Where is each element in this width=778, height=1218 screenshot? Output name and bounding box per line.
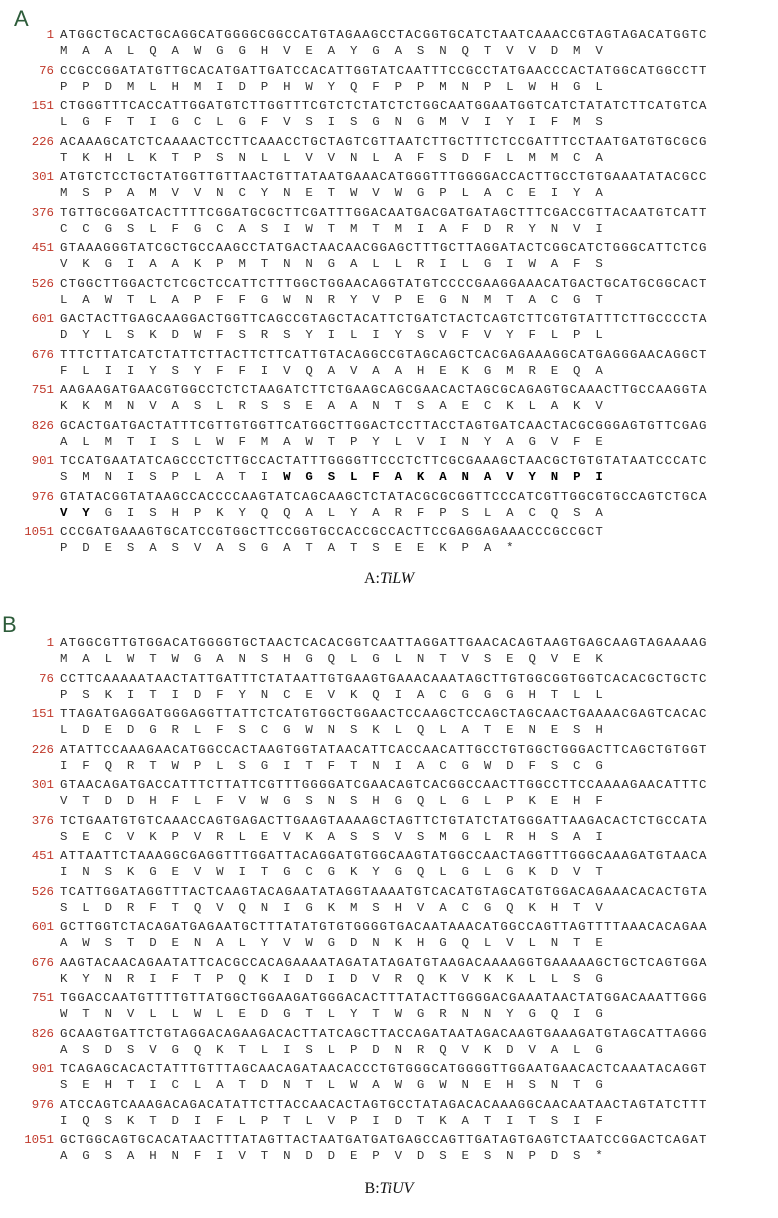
amino-acid-row: M S P A M V V N C Y N E T W V W G P L A C E I Y A <box>60 186 603 200</box>
nucleotide-row: AAGTACAACAGAATATTCACGCCACAGAAAATAGATATAGATGTAAGACAAAAGGTGAAAAAGCTGCTCAGTGGA <box>60 955 708 970</box>
sequence-position: 151 <box>31 99 54 113</box>
amino-acid-row: L G F T I G C L G F V S I S G N G M V I Y I F M S <box>60 115 603 129</box>
nucleotide-row: ATCCAGTCAAAGACAGACATATTCTTACCAACACTAGTGCCTATAGACACAAAGGCAACAATAACTAGTATCTTT <box>60 1097 708 1112</box>
nucleotide-row: TCAGAGCACACTATTTGTTTAGCAACAGATAACACCCTGTGGGCATGGGGTTGGAATGAACACTCAAATACAGGT <box>60 1062 708 1076</box>
sequence-position: 1 <box>46 636 54 650</box>
sequence-position: 451 <box>31 849 54 863</box>
nucleotide-row: CCTTCAAAAATAACTATTGATTTCTATAATTGTGAAGTGAAACAAATAGCTTGTGGCGGTGGTCACACGCTGCTC <box>60 671 708 686</box>
nucleotide-row: ATATTCCAAAGAACATGGCCACTAAGTGGTATAACATTCACCAACATTGCCTGTGGCTGGGACTTCAGCTGTGGT <box>60 742 708 757</box>
sequence-position: 76 <box>39 671 54 686</box>
panel-a-label: A <box>14 6 29 31</box>
panel-a-caption-prefix: A: <box>363 570 380 587</box>
nucleotide-row: CCCGATGAAAGTGCATCCGTGGCTTCCGGTGCCACCGCCACTTCCGAGGAGAAACCCGCCGCT <box>60 525 605 539</box>
sequence-position: 76 <box>39 63 54 78</box>
amino-acid-row: A S D S V G Q K T L I S L P D N R Q V K D V A L G <box>60 1042 603 1057</box>
nucleotide-row: TGGACCAATGTTTTGTTATGGCTGGAAGATGGGACACTTTATACTTGGGGACGAAATAACTATGGACAAATTGGG <box>60 991 708 1005</box>
amino-acid-row: S M N I S P L A T I W G S L F A K A N A V Y N P I <box>60 470 603 484</box>
amino-acid-row: V Y G I S H P K Y Q Q A L Y A R F P S L A C Q S A <box>60 505 603 520</box>
sequence-position: 601 <box>31 920 54 934</box>
sequence-position: 376 <box>31 205 54 220</box>
amino-acid-row: C C G S L F G C A S I W T M T M I A F D R Y N V I <box>60 221 603 236</box>
nucleotide-row: CCGCCGGATATGTTGCACATGATTGATCCACATTGGTATCAATTTCCGCCTATGAACCCACTATGGCATGGCCTT <box>60 63 708 78</box>
panel-b-sequence <box>0 636 778 1176</box>
amino-acid-row: P D E S A S V A S G A T A T S E E K P A * <box>60 541 514 555</box>
amino-acid-row: I N S K G E V W I T G C G K Y G Q L G L G K D V T <box>60 865 603 879</box>
amino-acid-row: S E C V K P V R L E V K A S S V S M G L R H S A I <box>60 829 603 844</box>
sequence-position: 226 <box>31 134 54 149</box>
sequence-position: 676 <box>31 347 54 362</box>
amino-acid-row: S L D R F T Q V Q N I G K M S H V A C G Q K H T V <box>60 900 603 915</box>
sequence-position: 526 <box>31 884 54 899</box>
nucleotide-row: GACTACTTGAGCAAGGACTGGTTCAGCCGTAGCTACATTCTGATCTACTCAGTCTTCGTGTATTTCTTGCCCCTA <box>60 312 708 326</box>
nucleotide-row: TCTGAATGTGTCAAACCAGTGAGACTTGAAGTAAAAGCTAGTTCTGTATCTATGGGATTAAGACACTCTGCCATA <box>60 813 708 828</box>
amino-acid-row: D Y L S K D W F S R S Y I L I Y S V F V Y F L P L <box>60 328 603 342</box>
nucleotide-row: TTTCTTATCATCTATTCTTACTTCTTCATTGTACAGGCCGTAGCAGCTCACGAGAAAGGCATGAGGGAACAGGCT <box>60 347 708 362</box>
sequence-position: 901 <box>31 454 54 468</box>
nucleotide-row: GCTGGCAGTGCACATAACTTTATAGTTACTAATGATGATGAGCCAGTTGATAGTGAGTCTAATCCGGACTCAGAT <box>60 1133 708 1147</box>
amino-acid-row: V T D D H F L F V W G S N S H G Q L G L P K E H F <box>60 794 603 808</box>
amino-acid-row: K K M N V A S L R S S E A A N T S A E C K L A K V <box>60 399 603 413</box>
sequence-position: 1051 <box>24 525 54 539</box>
nucleotide-row: GTAACAGATGACCATTTCTTATTCGTTTGGGGATCGAACAGTCACGGCCAACTTGGCCTTCCAAAAGAACATTTC <box>60 778 708 792</box>
sequence-position: 676 <box>31 955 54 970</box>
amino-acid-row: V K G I A A K P M T N N G A L L R I L G I W A F S <box>60 257 603 271</box>
nucleotide-row: ATTAATTCTAAAGGCGAGGTTTGGATTACAGGATGTGGCAAGTATGGCCAACTAGGTTTGGGCAAAGATGTAACA <box>60 849 708 863</box>
amino-acid-row: A G S A H N F I V T N D D E P V D S E S N P D S * <box>60 1149 603 1163</box>
panel-a-caption <box>0 570 778 588</box>
nucleotide-row: GCTTGGTCTACAGATGAGAATGCTTTATATGTGTGGGGTGACAATAAACATGGCCAGTTAGTTTTAAACACAGAA <box>60 920 708 934</box>
nucleotide-row: ACAAAGCATCTCAAAACTCCTTCAAACCTGCTAGTCGTTAATCTTGCTTTCTCCGATTTCCTAATGATGTGCGCG <box>60 134 708 149</box>
nucleotide-row: GCAAGTGATTCTGTAGGACAGAAGACACTTATCAGCTTACCAGATAATAGACAAGTGAAAGATGTAGCATTAGGG <box>60 1026 708 1041</box>
amino-acid-row: L A W T L A P F F G W N R Y V P E G N M T A C G T <box>60 292 603 307</box>
sequence-position: 976 <box>31 1097 54 1112</box>
panel-b-caption <box>0 1180 778 1198</box>
amino-acid-row: I F Q R T W P L S G I T F T N I A C G W D F S C G <box>60 758 603 773</box>
amino-acid-row: I Q S K T D I F L P T L V P I D T K A T I T S I F <box>60 1113 603 1128</box>
amino-acid-row: S E H T I C L A T D N T L W A W G W N E H S N T G <box>60 1078 603 1092</box>
amino-acid-row: P P D M L H M I D P H W Y Q F P P M N P L W H G L <box>60 79 603 94</box>
sequence-position: 751 <box>31 991 54 1005</box>
sequence-position: 376 <box>31 813 54 828</box>
panel-b-caption-gene: TiUV <box>379 1180 414 1197</box>
nucleotide-row: TTAGATGAGGATGGGAGGTTATTCTCATGTGGCTGGAACTCCAAGCTCCAGCTAGCAACTGAAAACGAGTCACAC <box>60 707 708 721</box>
amino-acid-row: K Y N R I F T P Q K I D I D V R Q K V K K L L S G <box>60 971 603 986</box>
sequence-position: 451 <box>31 241 54 255</box>
sequence-position: 601 <box>31 312 54 326</box>
sequence-position: 301 <box>31 170 54 184</box>
panel-a-caption-gene: TiLW <box>379 570 415 587</box>
amino-acid-row: M A L W T W G A N S H G Q L G L N T V S E Q V E K <box>60 652 603 666</box>
sequence-position: 826 <box>31 418 54 433</box>
nucleotide-row: ATGTCTCCTGCTATGGTTGTTAACTGTTATAATGAAACATGGGTTTGGGGACCACTTGCCTGTGAAATATACGCC <box>60 170 708 184</box>
sequence-position: 976 <box>31 489 54 504</box>
sequence-position: 751 <box>31 383 54 397</box>
nucleotide-row: CTGGCTTGGACTCTCGCTCCATTCTTTGGCTGGAACAGGTATGTCCCCGAAGGAAACATGACTGCATGCGGCACT <box>60 276 708 291</box>
nucleotide-row: ATGGCGTTGTGGACATGGGGTGCTAACTCACACGGTCAATTAGGATTGAACACAGTAAGTGAGCAAGTAGAAAAG <box>60 636 708 650</box>
nucleotide-row: TGTTGCGGATCACTTTTCGGATGCGCTTCGATTTGGACAATGACGATGATAGCTTTCGACCGTTACAATGTCATT <box>60 205 708 220</box>
sequence-position: 526 <box>31 276 54 291</box>
amino-acid-row: P S K I T I D F Y N C E V K Q I A C G G G H T L L <box>60 687 603 702</box>
sequence-position: 826 <box>31 1026 54 1041</box>
sequence-position: 151 <box>31 707 54 721</box>
sequence-position: 301 <box>31 778 54 792</box>
nucleotide-row: TCCATGAATATCAGCCCTCTTGCCACTATTTGGGGTTCCCTCTTCGCGAAAGCTAACGCTGTGTATAATCCCATC <box>60 454 708 468</box>
panel-b-caption-prefix: B: <box>364 1180 380 1197</box>
nucleotide-row: GCACTGATGACTATTTCGTTGTGGTTCATGGCTTGGACTCCTTACCTAGTGATCAACTACGCGGGAGTGTTCGAG <box>60 418 708 433</box>
nucleotide-row: CTGGGTTTCACCATTGGATGTCTTGGTTTCGTCTCTATCTCTGGCAATGGAATGGTCATCTATATCTTCATGTCA <box>60 99 708 113</box>
panel-a-sequence <box>0 28 778 568</box>
panel-b-label: B <box>2 612 17 637</box>
amino-acid-row: L D E D G R L F S C G W N S K L Q L A T E N E S H <box>60 723 603 737</box>
sequence-position: 1051 <box>24 1133 54 1147</box>
amino-acid-row: A L M T I S L W F M A W T P Y L V I N Y A G V F E <box>60 434 603 449</box>
nucleotide-row: TCATTGGATAGGTTTACTCAAGTACAGAATATAGGTAAAATGTCACATGTAGCATGTGGACAGAAACACACTGTA <box>60 884 708 899</box>
nucleotide-row: ATGGCTGCACTGCAGGCATGGGGCGGCCATGTAGAAGCCTACGGTGCATCTAATCAAACCGTAGTAGACATGGTC <box>60 28 708 42</box>
amino-acid-row: M A A L Q A W G G H V E A Y G A S N Q T V V D M V <box>60 44 603 58</box>
sequence-position: 1 <box>46 28 54 42</box>
sequence-position: 901 <box>31 1062 54 1076</box>
amino-acid-row: A W S T D E N A L Y V W G D N K H G Q L V L N T E <box>60 936 603 950</box>
amino-acid-row: T K H L K T P S N L L V V N L A F S D F L M M C A <box>60 150 603 165</box>
nucleotide-row: GTAAAGGGTATCGCTGCCAAGCCTATGACTAACAACGGAGCTTTGCTTAGGATACTCGGCATCTGGGCATTCTCG <box>60 241 708 255</box>
nucleotide-row: AAGAAGATGAACGTGGCCTCTCTAAGATCTTCTGAAGCAGCGAACACTAGCGCAGAGTGCAAACTTGCCAAGGTA <box>60 383 708 397</box>
amino-acid-row: W T N V L L W L E D G T L Y T W G R N N Y G Q I G <box>60 1007 603 1021</box>
nucleotide-row: GTATACGGTATAAGCCACCCCAAGTATCAGCAAGCTCTATACGCGCGGTTCCCATCGTTGGCGTGCCAGTCTGCA <box>60 489 708 504</box>
sequence-position: 226 <box>31 742 54 757</box>
amino-acid-row: F L I I Y S Y F F I V Q A V A A H E K G M R E Q A <box>60 363 603 378</box>
